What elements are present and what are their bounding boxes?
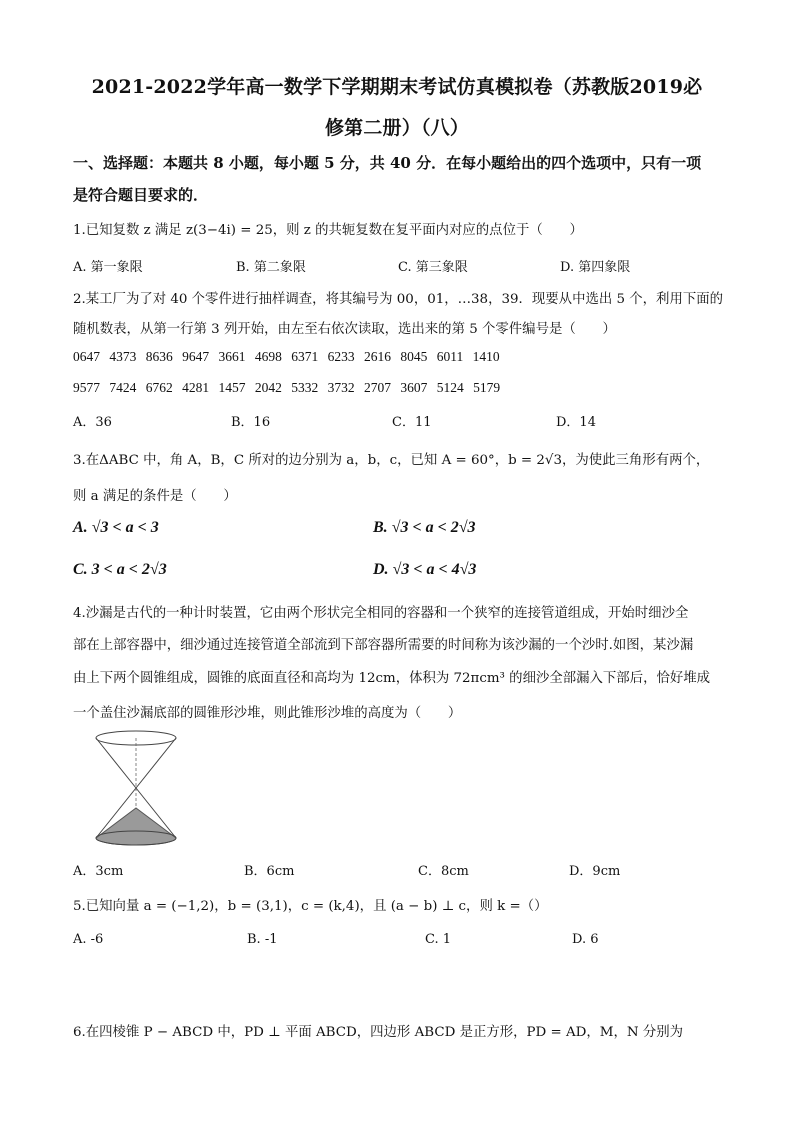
q3-option-a: A. √3 < a < 3 bbox=[73, 519, 159, 536]
q1-stem: 1.已知复数 z 满足 z(3−4i) = 25，则 z 的共轭复数在复平面内对应的点位于（ ） bbox=[73, 223, 583, 238]
q2-stem-line-2: 随机数表，从第一行第 3 列开始，由左至右依次读取，选出来的第 5 个零件编号是（ ） bbox=[73, 322, 616, 337]
q5-option-a: A. -6 bbox=[73, 932, 104, 947]
q1-option-d: D. 第四象限 bbox=[560, 260, 631, 275]
q4-option-a: A．3cm bbox=[73, 864, 124, 879]
q2-stem-line-1: 2.某工厂为了对 40 个零件进行抽样调查，将其编号为 00，01，…38，39．现要从中选出 5 个，利用下面的 bbox=[73, 292, 724, 307]
q3-stem-line-2: 则 a 满足的条件是（ ） bbox=[73, 489, 237, 504]
q5-option-d: D. 6 bbox=[572, 932, 599, 947]
hourglass-top-left-side bbox=[96, 738, 136, 788]
title-line-2: 修第二册）（八） bbox=[324, 117, 470, 139]
q3-stem-line-1: 3.在ΔABC 中，角 A，B，C 所对的边分别为 a，b，c，已知 A = 60°，b = 2√3，为使此三角形有两个， bbox=[73, 453, 710, 468]
q4-stem-line-4: 一个盖住沙漏底部的圆锥形沙堆，则此锥形沙堆的高度为（ ） bbox=[73, 706, 462, 721]
q2-option-d: D．14 bbox=[556, 415, 596, 430]
q4-option-c: C．8cm bbox=[418, 864, 469, 879]
q3-option-b: B. √3 < a < 2√3 bbox=[373, 519, 476, 536]
q2-option-a: A．36 bbox=[73, 415, 112, 430]
random-table-row-2: 9577 7424 6762 4281 1457 2042 5332 3732 2707 3607 5124 5179 bbox=[73, 380, 501, 395]
q5-option-b: B. -1 bbox=[247, 932, 278, 947]
q2-option-b: B．16 bbox=[231, 415, 271, 430]
q1-option-a: A. 第一象限 bbox=[73, 260, 143, 275]
q3-option-d: D. √3 < a < 4√3 bbox=[373, 561, 477, 578]
q4-option-b: B．6cm bbox=[244, 864, 295, 879]
sand-pile bbox=[96, 808, 176, 845]
q5-option-c: C. 1 bbox=[425, 932, 452, 947]
q5-stem: 5.已知向量 a = (−1,2)，b = (3,1)，c = (k,4)，且 (a − b) ⊥ c，则 k =（） bbox=[73, 899, 548, 914]
section-heading-line-1: 一、选择题：本题共 8 小题，每小题 5 分，共 40 分．在每小题给出的四个选项中，只有一项 bbox=[73, 154, 702, 172]
q1-option-b: B. 第二象限 bbox=[236, 260, 306, 275]
section-heading-line-2: 是符合题目要求的． bbox=[73, 186, 209, 204]
q6-stem: 6.在四棱锥 P − ABCD 中，PD ⊥ 平面 ABCD，四边形 ABCD 是正方形，PD = AD，M，N 分别为 bbox=[73, 1025, 684, 1040]
q1-option-c: C. 第三象限 bbox=[398, 260, 468, 275]
hourglass-top-right-side bbox=[136, 738, 176, 788]
q3-option-c: C. 3 < a < 2√3 bbox=[73, 561, 167, 578]
title-line-1: 2021-2022学年高一数学下学期期末考试仿真模拟卷（苏教版2019必 bbox=[91, 76, 703, 98]
hourglass-figure bbox=[88, 728, 184, 852]
q4-stem-line-3: 由上下两个圆锥组成，圆锥的底面直径和高均为 12cm，体积为 72πcm³ 的细沙全部漏入下部后，恰好堆成 bbox=[73, 671, 711, 686]
q4-stem-line-2: 部在上部容器中，细沙通过连接管道全部流到下部容器所需要的时间称为该沙漏的一个沙时.如图，某沙漏 bbox=[73, 638, 694, 653]
q2-option-c: C．11 bbox=[392, 415, 432, 430]
random-table-row-1: 0647 4373 8636 9647 3661 4698 6371 6233 2616 8045 6011 1410 bbox=[73, 349, 500, 364]
q4-option-d: D．9cm bbox=[569, 864, 621, 879]
q4-stem-line-1: 4.沙漏是古代的一种计时装置，它由两个形状完全相同的容器和一个狭窄的连接管道组成，开始时细沙全 bbox=[73, 606, 689, 621]
